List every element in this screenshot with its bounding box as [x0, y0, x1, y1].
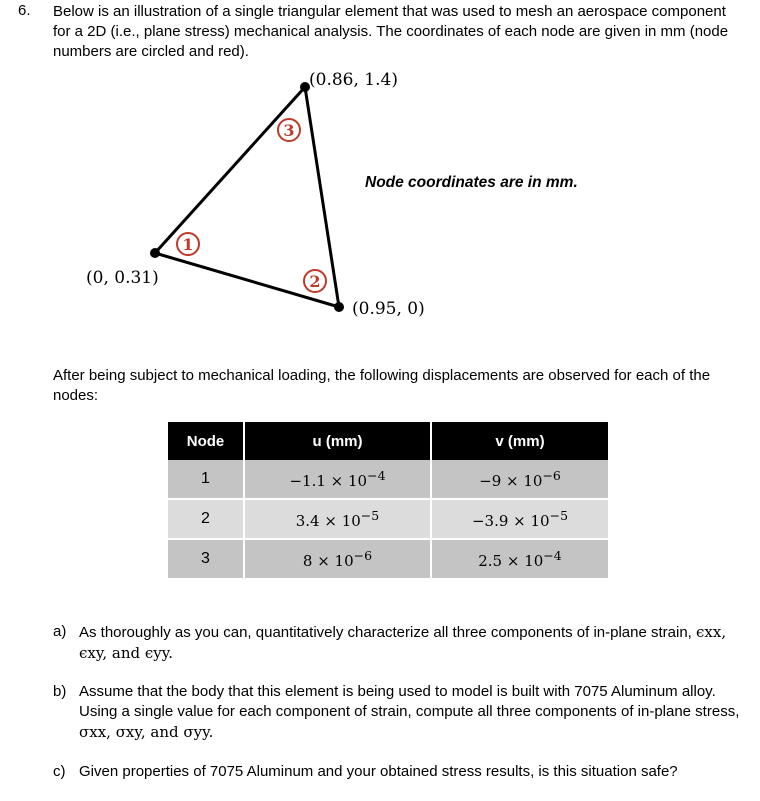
question-a-label: a) — [53, 623, 67, 640]
question-b — [53, 682, 743, 743]
cell-u: $3.4 \times 10^{-5}$ — [244, 499, 431, 539]
question-b-text: Assume that the body that this element is being used to model is built with 7075 Aluminum alloy. Using a single value for each component of strain, compute all three components of in-plane stress, — [79, 683, 740, 720]
question-b-label: b) — [53, 683, 67, 700]
node-3-coordinates: (0.86, 1.4) — [309, 70, 398, 90]
header-node: Node — [168, 422, 244, 460]
displacement-table — [168, 422, 610, 580]
edge-1-3 — [155, 87, 305, 253]
node-3-number: 3 — [283, 121, 295, 140]
displacement-intro: After being subject to mechanical loading, the following displacements are observed for each of the nodes: — [53, 367, 711, 404]
question-intro: Below is an illustration of a single triangular element that was used to mesh an aerospace component for a 2D (i.e., plane stress) mechanical analysis. The coordinates of each node are given in mm (node numbers are circled and red). — [53, 3, 729, 60]
cell-v: $-3.9 \times 10^{-5}$ — [431, 499, 609, 539]
node-1-marker — [177, 233, 199, 255]
table-header-row — [168, 422, 609, 460]
node-2-point — [334, 302, 344, 312]
cell-node: 3 — [168, 539, 244, 579]
table-row — [168, 460, 609, 499]
cell-u: $-1.1 \times 10^{-4}$ — [244, 460, 431, 499]
header-u: u (mm) — [244, 422, 431, 460]
node-2-number: 2 — [309, 272, 321, 291]
cell-node: 2 — [168, 499, 244, 539]
question-c-text: Given properties of 7075 Aluminum and your obtained stress results, is this situation safe? — [79, 763, 678, 780]
cell-node: 1 — [168, 460, 244, 499]
coordinates-note: Node coordinates are in mm. — [365, 174, 578, 191]
question-b-math: σxx, σxy, and σyy. — [79, 723, 214, 741]
question-a-text: As thoroughly as you can, quantitatively characterize all three components of in-plane strain, — [79, 624, 692, 641]
question-a — [53, 622, 743, 664]
node-2-coordinates: (0.95, 0) — [352, 299, 425, 319]
question-a-math: ϵxx, ϵxy, and ϵyy. — [79, 623, 727, 662]
header-v: v (mm) — [431, 422, 609, 460]
cell-u: $8 \times 10^{-6}$ — [244, 539, 431, 579]
table-row — [168, 539, 609, 579]
node-3-marker — [278, 119, 300, 141]
node-1-number: 1 — [182, 235, 194, 254]
question-c-label: c) — [53, 763, 66, 780]
table-row — [168, 499, 609, 539]
question-c — [53, 762, 743, 782]
question-number: 6. — [18, 2, 31, 19]
node-2-marker — [304, 270, 326, 292]
node-1-coordinates: (0, 0.31) — [86, 268, 159, 288]
node-1-point — [150, 248, 160, 258]
cell-v: $-9 \times 10^{-6}$ — [431, 460, 609, 499]
cell-v: $2.5 \times 10^{-4}$ — [431, 539, 609, 579]
